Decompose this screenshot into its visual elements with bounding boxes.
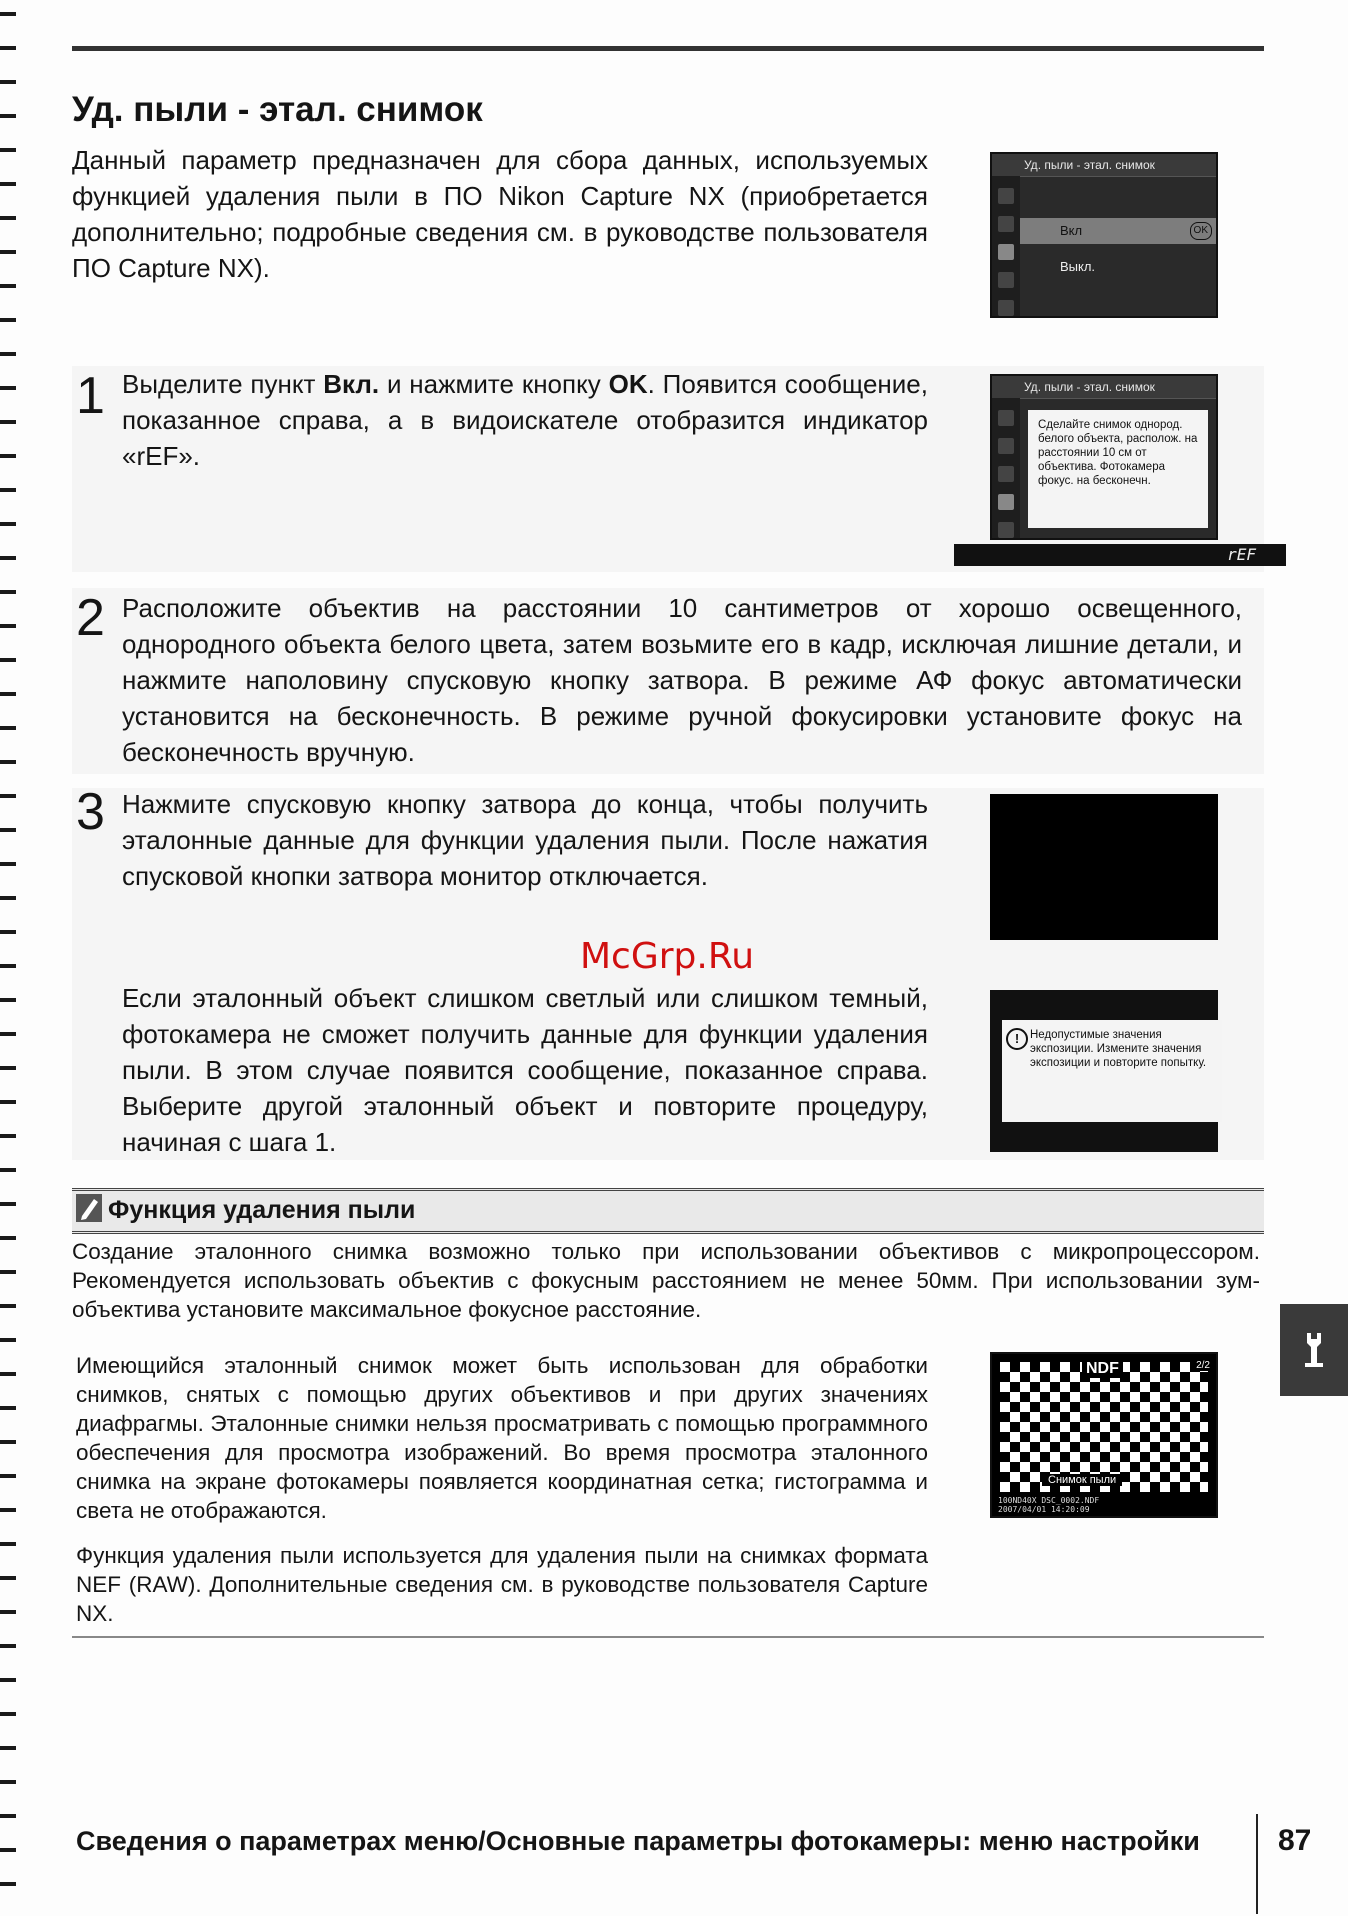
bottom-rule <box>72 1636 1264 1638</box>
intro-paragraph: Данный параметр предназначен для сбора данных, используемых функцией удаления пыли в ПО Nikon Capture NX (приобретается дополнительно; подробные сведения см. в руководстве пользователя ПО Capture NX). <box>72 145 928 283</box>
menu-item-off[interactable]: Выкл. <box>1060 259 1096 274</box>
menu-screen <box>990 152 1218 318</box>
viewfinder-indicator: rEF <box>954 544 1286 566</box>
error-screen <box>990 990 1218 1152</box>
step-1-dialog: Сделайте снимок однород. белого объекта, располож. на расстоянии 10 см от объектива. Фотокамера фокус. на бесконечн. <box>1028 410 1208 528</box>
ndf-count: 2/2 <box>1196 1360 1210 1371</box>
step-3-number: 3 <box>76 783 105 841</box>
step-2-text: Расположите объектив на расстоянии 10 сантиметров от хорошо освещенного, однородного объекта белого цвета, затем возьмите его в кадр, исключая лишние детали, и нажмите наполовину спусковую кнопку затвора. В режиме АФ фокус автоматически установится на бесконечность. В режиме ручной фокусировки установите фокус на бесконечность вручную. <box>122 593 1242 767</box>
step-1-screen-tabs <box>992 398 1020 538</box>
pencil-icon <box>76 1194 102 1222</box>
error-dialog <box>1002 1020 1222 1122</box>
top-rule <box>72 46 1264 51</box>
step-1-text: Выделите пункт Вкл. и нажмите кнопку OK. Появится сообщение, показанное справа, а в видоискателе отобразится индикатор «rEF». <box>122 369 928 471</box>
note-para-2: Имеющийся эталонный снимок может быть использован для обработки снимков, снятых с помощью других объективов и при других значениях диафрагмы. Эталонные снимки нельзя просматривать с помощью программного обеспечения для просмотра изображений. Во время просмотра эталонного снимка на экране фотокамеры появляется координатная сетка; гистограмма и света не отображаются. <box>76 1353 928 1523</box>
page-title: Уд. пыли - этал. снимок <box>72 90 483 129</box>
ndf-label: NDF <box>1082 1360 1123 1378</box>
note-title: Функция удаления пыли <box>108 1196 416 1224</box>
menu-screen-header: Уд. пыли - этал. снимок <box>992 154 1216 177</box>
ndf-screen <box>990 1352 1218 1518</box>
footer-title: Сведения о параметрах меню/Основные параметры фотокамеры: меню настройки <box>76 1826 1200 1856</box>
footer-separator <box>1256 1814 1258 1914</box>
ndf-caption: Снимок пыли <box>1042 1474 1122 1486</box>
dust-grid <box>1000 1362 1208 1492</box>
step-2-number: 2 <box>76 589 105 647</box>
ndf-meta: 100ND40X DSC_0002.NDF 2007/04/01 14:20:09 <box>998 1496 1100 1514</box>
menu-tabs <box>992 176 1020 316</box>
step-1-screen-header: Уд. пыли - этал. снимок <box>992 376 1216 399</box>
binding-edge <box>0 0 16 1916</box>
error-message: Недопустимые значения экспозиции. Измените значения экспозиции и повторите попытку. <box>1030 1029 1207 1069</box>
ok-badge: OK <box>1190 222 1212 240</box>
section-tab <box>1280 1304 1348 1396</box>
step-3-text-2: Если эталонный объект слишком светлый или слишком темный, фотокамера не сможет получить данные для функции удаления пыли. В этом случае появится сообщение, показанное справа. Выберите другой эталонный объект и повторите процедуру, начиная с шага 1. <box>122 983 928 1157</box>
step-1-screen <box>990 374 1218 540</box>
menu-item-on[interactable] <box>1020 218 1216 244</box>
warning-icon: ! <box>1006 1028 1028 1050</box>
monitor-off-screen <box>990 794 1218 940</box>
step-1-number: 1 <box>76 367 105 425</box>
menu-item-on-label: Вкл <box>1060 223 1083 238</box>
wrench-icon <box>1299 1331 1329 1371</box>
step-3-text: Нажмите спусковую кнопку затвора до конца, чтобы получить эталонные данные для функции удаления пыли. После нажатия спусковой кнопки затвора монитор отключается. <box>122 789 928 891</box>
watermark: McGrp.Ru <box>580 936 755 977</box>
page-number: 87 <box>1278 1824 1312 1857</box>
note-para-3: Функция удаления пыли используется для удаления пыли на снимках формата NEF (RAW). Дополнительные сведения см. в руководстве пользователя Capture NX. <box>76 1543 928 1626</box>
note-text: Создание эталонного снимка возможно только при использовании объективов с микропроцессором. Рекомендуется использовать объектив с фокусным расстоянием не менее 50мм. При использовании зум-объектива установите максимальное фокусное расстояние. <box>72 1239 1260 1322</box>
